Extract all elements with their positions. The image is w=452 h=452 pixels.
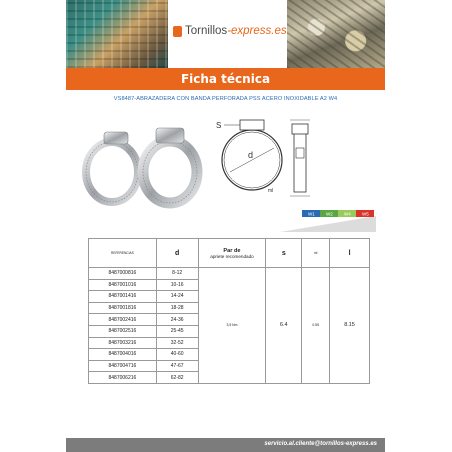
header-par-sub: apriete recomendado [210, 253, 254, 259]
cell-d: 18-28 [156, 302, 198, 314]
cell-d: 14-24 [156, 291, 198, 303]
header-par [198, 239, 266, 268]
cell-ml: 0.55 [302, 268, 330, 384]
table-header-row [89, 239, 370, 268]
cell-d: 10-16 [156, 279, 198, 291]
cell-ref: 8487006216 [89, 372, 157, 384]
cell-par: 3,5 Nm [198, 268, 266, 384]
page-title: Ficha técnica [180, 72, 271, 86]
brand-logo-icon [173, 26, 182, 37]
cell-d: 32-52 [156, 337, 198, 349]
header-banner [66, 0, 385, 68]
cell-d: 8-12 [156, 268, 198, 280]
env-label-w1: W1 [308, 211, 315, 217]
product-name: VS8487-ABRAZADERA CON BANDA PERFORADA PSS ACERO INOXIDABLE A2 W4 [113, 96, 338, 102]
header-d: d [156, 239, 198, 268]
environment-class-chart [280, 206, 376, 232]
cell-d: 24-36 [156, 314, 198, 326]
drawing-label-s: S [216, 121, 222, 130]
cell-ref: 8487002416 [89, 314, 157, 326]
cell-ref: 8487004016 [89, 349, 157, 361]
header-referencias: REFERENCIAS [89, 239, 157, 268]
cell-d: 25-45 [156, 325, 198, 337]
cell-d: 47-67 [156, 360, 198, 372]
header-l: l [330, 239, 370, 268]
footer-email-link[interactable]: servicio.al.cliente@tornillos-express.es [264, 441, 377, 447]
header-ml: ml [302, 239, 330, 268]
cell-s: 6.4 [266, 268, 302, 384]
cell-ref: 8487003216 [89, 337, 157, 349]
env-label-w4: W4 [344, 211, 351, 217]
header-s: s [266, 239, 302, 268]
env-label-w5: W5 [362, 211, 369, 217]
product-photo-clamps [78, 116, 206, 210]
header-par-title: Par de [223, 247, 241, 254]
title-bar [66, 68, 385, 90]
cell-ref: 8487001016 [89, 279, 157, 291]
cell-ref: 8487002516 [89, 325, 157, 337]
table-row [89, 268, 370, 280]
technical-drawing [210, 112, 375, 204]
cell-ref: 8487001816 [89, 302, 157, 314]
brand-logo-text: Tornillos-express.es [185, 25, 287, 37]
cell-d: 40-60 [156, 349, 198, 361]
spec-table [88, 238, 370, 384]
cell-d: 62-82 [156, 372, 198, 384]
cell-l: 8.15 [330, 268, 370, 384]
brand-logo [168, 0, 287, 68]
drawing-label-d: d [248, 150, 254, 160]
cell-ref: 8487004716 [89, 360, 157, 372]
footer-bar [66, 438, 385, 452]
cell-ref: 8487000816 [89, 268, 157, 280]
env-label-w2: W2 [326, 211, 333, 217]
drawing-label-ml: ml [268, 188, 274, 194]
header-photo-tools [66, 0, 168, 68]
cell-ref: 8487001416 [89, 291, 157, 303]
header-photo-screws [287, 0, 385, 68]
